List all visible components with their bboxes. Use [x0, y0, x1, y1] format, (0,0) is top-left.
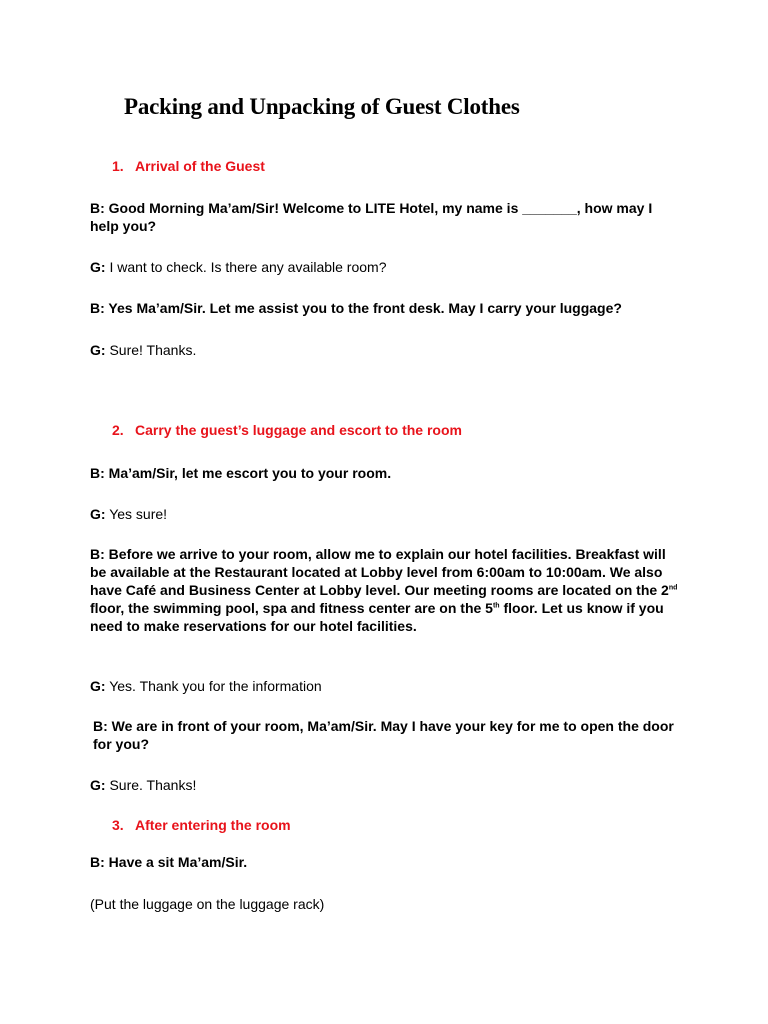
ordinal-suffix: th: [492, 602, 500, 610]
section-heading-3: [112, 817, 291, 833]
dialogue-line-guest: [90, 258, 680, 276]
dialogue-line-guest: [90, 677, 680, 695]
dialogue-text: Sure. Thanks!: [109, 777, 197, 793]
dialogue-line-bellboy: [90, 199, 680, 235]
dialogue-text: Sure! Thanks.: [109, 342, 197, 358]
dialogue-line-bellboy: [90, 464, 680, 482]
dialogue-text: Have a sit Ma’am/Sir.: [108, 854, 248, 870]
speaker-label: B:: [90, 200, 105, 216]
section-number: 1.: [112, 158, 124, 174]
section-title: Carry the guest’s luggage and escort to the room: [135, 422, 462, 438]
dialogue-text-part: floor. Let us know if you need to make reservations for our hotel facilities.: [90, 600, 664, 634]
dialogue-line-bellboy: [93, 717, 683, 753]
dialogue-line-bellboy: [90, 299, 680, 317]
dialogue-text: Ma’am/Sir, let me escort you to your room.: [108, 465, 392, 481]
speaker-label: B:: [90, 300, 105, 316]
section-heading-2: [112, 422, 462, 438]
dialogue-text: We are in front of your room, Ma’am/Sir. May I have your key for me to open the door for you?: [93, 718, 674, 752]
section-number: 2.: [112, 422, 124, 438]
dialogue-text-part: Before we arrive to your room, allow me to explain our hotel facilities. Breakfast will be available at the Restaurant located at Lobby level from 6:00am to 10:00am. We also have Café and Business Center at Lobby level. Our meeting rooms are located on the 2: [90, 546, 669, 598]
section-number: 3.: [112, 817, 124, 833]
dialogue-line-guest: [90, 505, 680, 523]
speaker-label: B:: [90, 465, 105, 481]
speaker-label: G:: [90, 259, 106, 275]
stage-direction: (Put the luggage on the luggage rack): [90, 896, 325, 912]
speaker-label: B:: [90, 854, 105, 870]
dialogue-text: Yes Ma’am/Sir. Let me assist you to the front desk. May I carry your luggage?: [108, 300, 622, 316]
dialogue-text: Good Morning Ma’am/Sir! Welcome to LITE Hotel, my name is _______, how may I help you?: [90, 200, 653, 234]
dialogue-line-guest: [90, 341, 680, 359]
speaker-label: B:: [93, 718, 108, 734]
speaker-label: G:: [90, 506, 106, 522]
ordinal-suffix: nd: [668, 584, 678, 592]
dialogue-text-part: floor, the swimming pool, spa and fitness center are on the 5: [90, 600, 493, 616]
dialogue-line-bellboy: [90, 545, 680, 635]
dialogue-text: I want to check. Is there any available room?: [109, 259, 387, 275]
section-title: After entering the room: [135, 817, 291, 833]
dialogue-text: Yes. Thank you for the information: [109, 678, 322, 694]
document-title: Packing and Unpacking of Guest Clothes: [124, 94, 520, 119]
speaker-label: G:: [90, 777, 106, 793]
speaker-label: G:: [90, 342, 106, 358]
section-heading-1: [112, 158, 265, 174]
dialogue-text: [90, 546, 677, 634]
dialogue-line-guest: [90, 776, 680, 794]
speaker-label: B:: [90, 546, 105, 562]
dialogue-line-bellboy: [90, 853, 680, 871]
dialogue-text: Yes sure!: [109, 506, 168, 522]
speaker-label: G:: [90, 678, 106, 694]
section-title: Arrival of the Guest: [135, 158, 265, 174]
